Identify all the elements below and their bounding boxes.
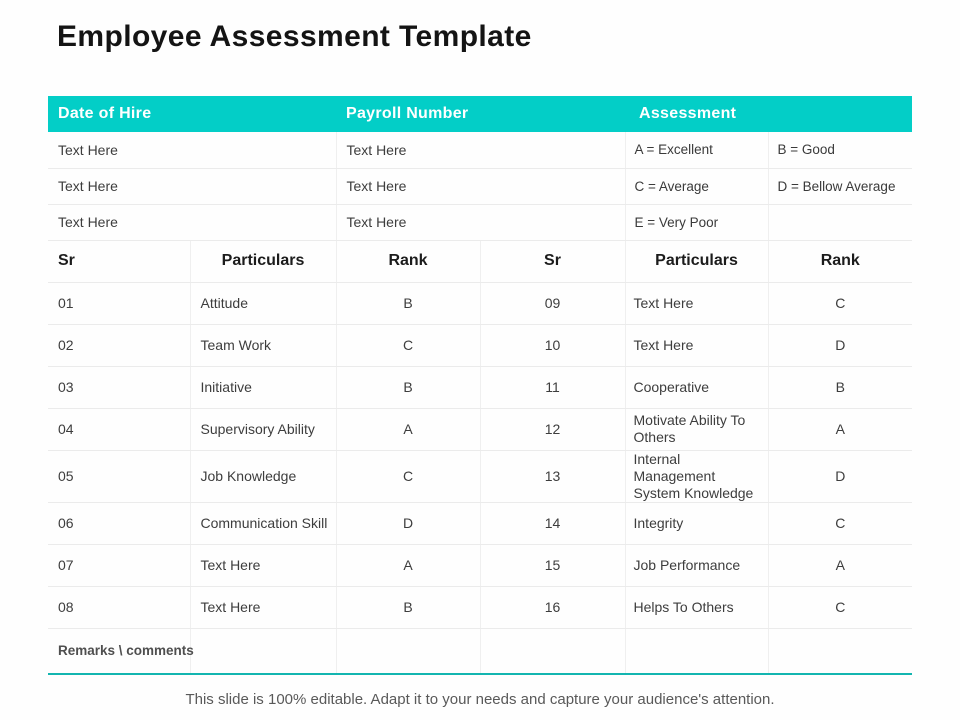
particulars-cell: Initiative (190, 366, 336, 408)
page-title: Employee Assessment Template (57, 20, 532, 53)
table-row (48, 586, 912, 628)
info-row (48, 168, 912, 204)
sr-cell: 03 (48, 366, 190, 408)
rank-cell: A (336, 408, 480, 450)
col-header-sr-left: Sr (48, 240, 190, 282)
col-header-assessment: Assessment (625, 96, 912, 132)
rank-cell: B (768, 366, 912, 408)
particulars-cell: Job Performance (625, 544, 768, 586)
grade-legend-a: A = Excellent (625, 132, 768, 168)
remarks-cell (625, 628, 768, 674)
rank-cell: D (336, 502, 480, 544)
col-header-rank-left: Rank (336, 240, 480, 282)
table-row (48, 366, 912, 408)
particulars-cell: Supervisory Ability (190, 408, 336, 450)
particulars-cell: Text Here (625, 324, 768, 366)
particulars-cell: Cooperative (625, 366, 768, 408)
col-header-date-of-hire: Date of Hire (48, 96, 336, 132)
sr-cell: 15 (480, 544, 625, 586)
table-row (48, 450, 912, 502)
rank-cell: C (336, 450, 480, 502)
particulars-cell: Text Here (190, 544, 336, 586)
table-row (48, 282, 912, 324)
rank-cell: C (768, 586, 912, 628)
particulars-cell: Helps To Others (625, 586, 768, 628)
sr-cell: 01 (48, 282, 190, 324)
rank-cell: C (768, 502, 912, 544)
sr-cell: 06 (48, 502, 190, 544)
rank-cell: A (768, 408, 912, 450)
date-of-hire-value: Text Here (48, 132, 336, 168)
remarks-cell (190, 628, 336, 674)
rank-cell: B (336, 586, 480, 628)
sr-cell: 10 (480, 324, 625, 366)
payroll-number-value: Text Here (336, 168, 625, 204)
particulars-cell: Attitude (190, 282, 336, 324)
particulars-cell: Job Knowledge (190, 450, 336, 502)
grade-legend-empty (768, 204, 912, 240)
rank-cell: D (768, 324, 912, 366)
sub-header-row (48, 240, 912, 282)
payroll-number-value: Text Here (336, 204, 625, 240)
grade-legend-b: B = Good (768, 132, 912, 168)
grade-legend-e: E = Very Poor (625, 204, 768, 240)
remarks-label: Remarks \ comments (48, 628, 190, 674)
sr-cell: 07 (48, 544, 190, 586)
rank-cell: A (768, 544, 912, 586)
table-row (48, 544, 912, 586)
sr-cell: 16 (480, 586, 625, 628)
payroll-number-value: Text Here (336, 132, 625, 168)
sr-cell: 11 (480, 366, 625, 408)
rank-cell: B (336, 366, 480, 408)
rank-cell: D (768, 450, 912, 502)
particulars-cell: Integrity (625, 502, 768, 544)
table-row (48, 324, 912, 366)
sr-cell: 13 (480, 450, 625, 502)
particulars-cell: Text Here (190, 586, 336, 628)
particulars-cell: Communication Skill (190, 502, 336, 544)
sr-cell: 04 (48, 408, 190, 450)
sr-cell: 09 (480, 282, 625, 324)
col-header-sr-right: Sr (480, 240, 625, 282)
info-row (48, 204, 912, 240)
table-row (48, 408, 912, 450)
particulars-cell: Text Here (625, 282, 768, 324)
particulars-cell: Team Work (190, 324, 336, 366)
sr-cell: 05 (48, 450, 190, 502)
rank-cell: A (336, 544, 480, 586)
table-row (48, 502, 912, 544)
sr-cell: 08 (48, 586, 190, 628)
rank-cell: C (336, 324, 480, 366)
employee-assessment-table (48, 96, 912, 675)
date-of-hire-value: Text Here (48, 168, 336, 204)
sr-cell: 02 (48, 324, 190, 366)
remarks-row (48, 628, 912, 674)
info-row (48, 132, 912, 168)
grade-legend-c: C = Average (625, 168, 768, 204)
table-header-row (48, 96, 912, 132)
particulars-cell: Motivate Ability To Others (625, 408, 768, 450)
remarks-cell (480, 628, 625, 674)
rank-cell: B (336, 282, 480, 324)
col-header-payroll-number: Payroll Number (336, 96, 625, 132)
particulars-cell: Internal Management System Knowledge (625, 450, 768, 502)
sr-cell: 14 (480, 502, 625, 544)
col-header-rank-right: Rank (768, 240, 912, 282)
col-header-particulars-right: Particulars (625, 240, 768, 282)
footer-note: This slide is 100% editable. Adapt it to your needs and capture your audience's attention. (185, 691, 775, 708)
sr-cell: 12 (480, 408, 625, 450)
col-header-particulars-left: Particulars (190, 240, 336, 282)
rank-cell: C (768, 282, 912, 324)
remarks-cell (336, 628, 480, 674)
date-of-hire-value: Text Here (48, 204, 336, 240)
grade-legend-d: D = Bellow Average (768, 168, 912, 204)
remarks-cell (768, 628, 912, 674)
